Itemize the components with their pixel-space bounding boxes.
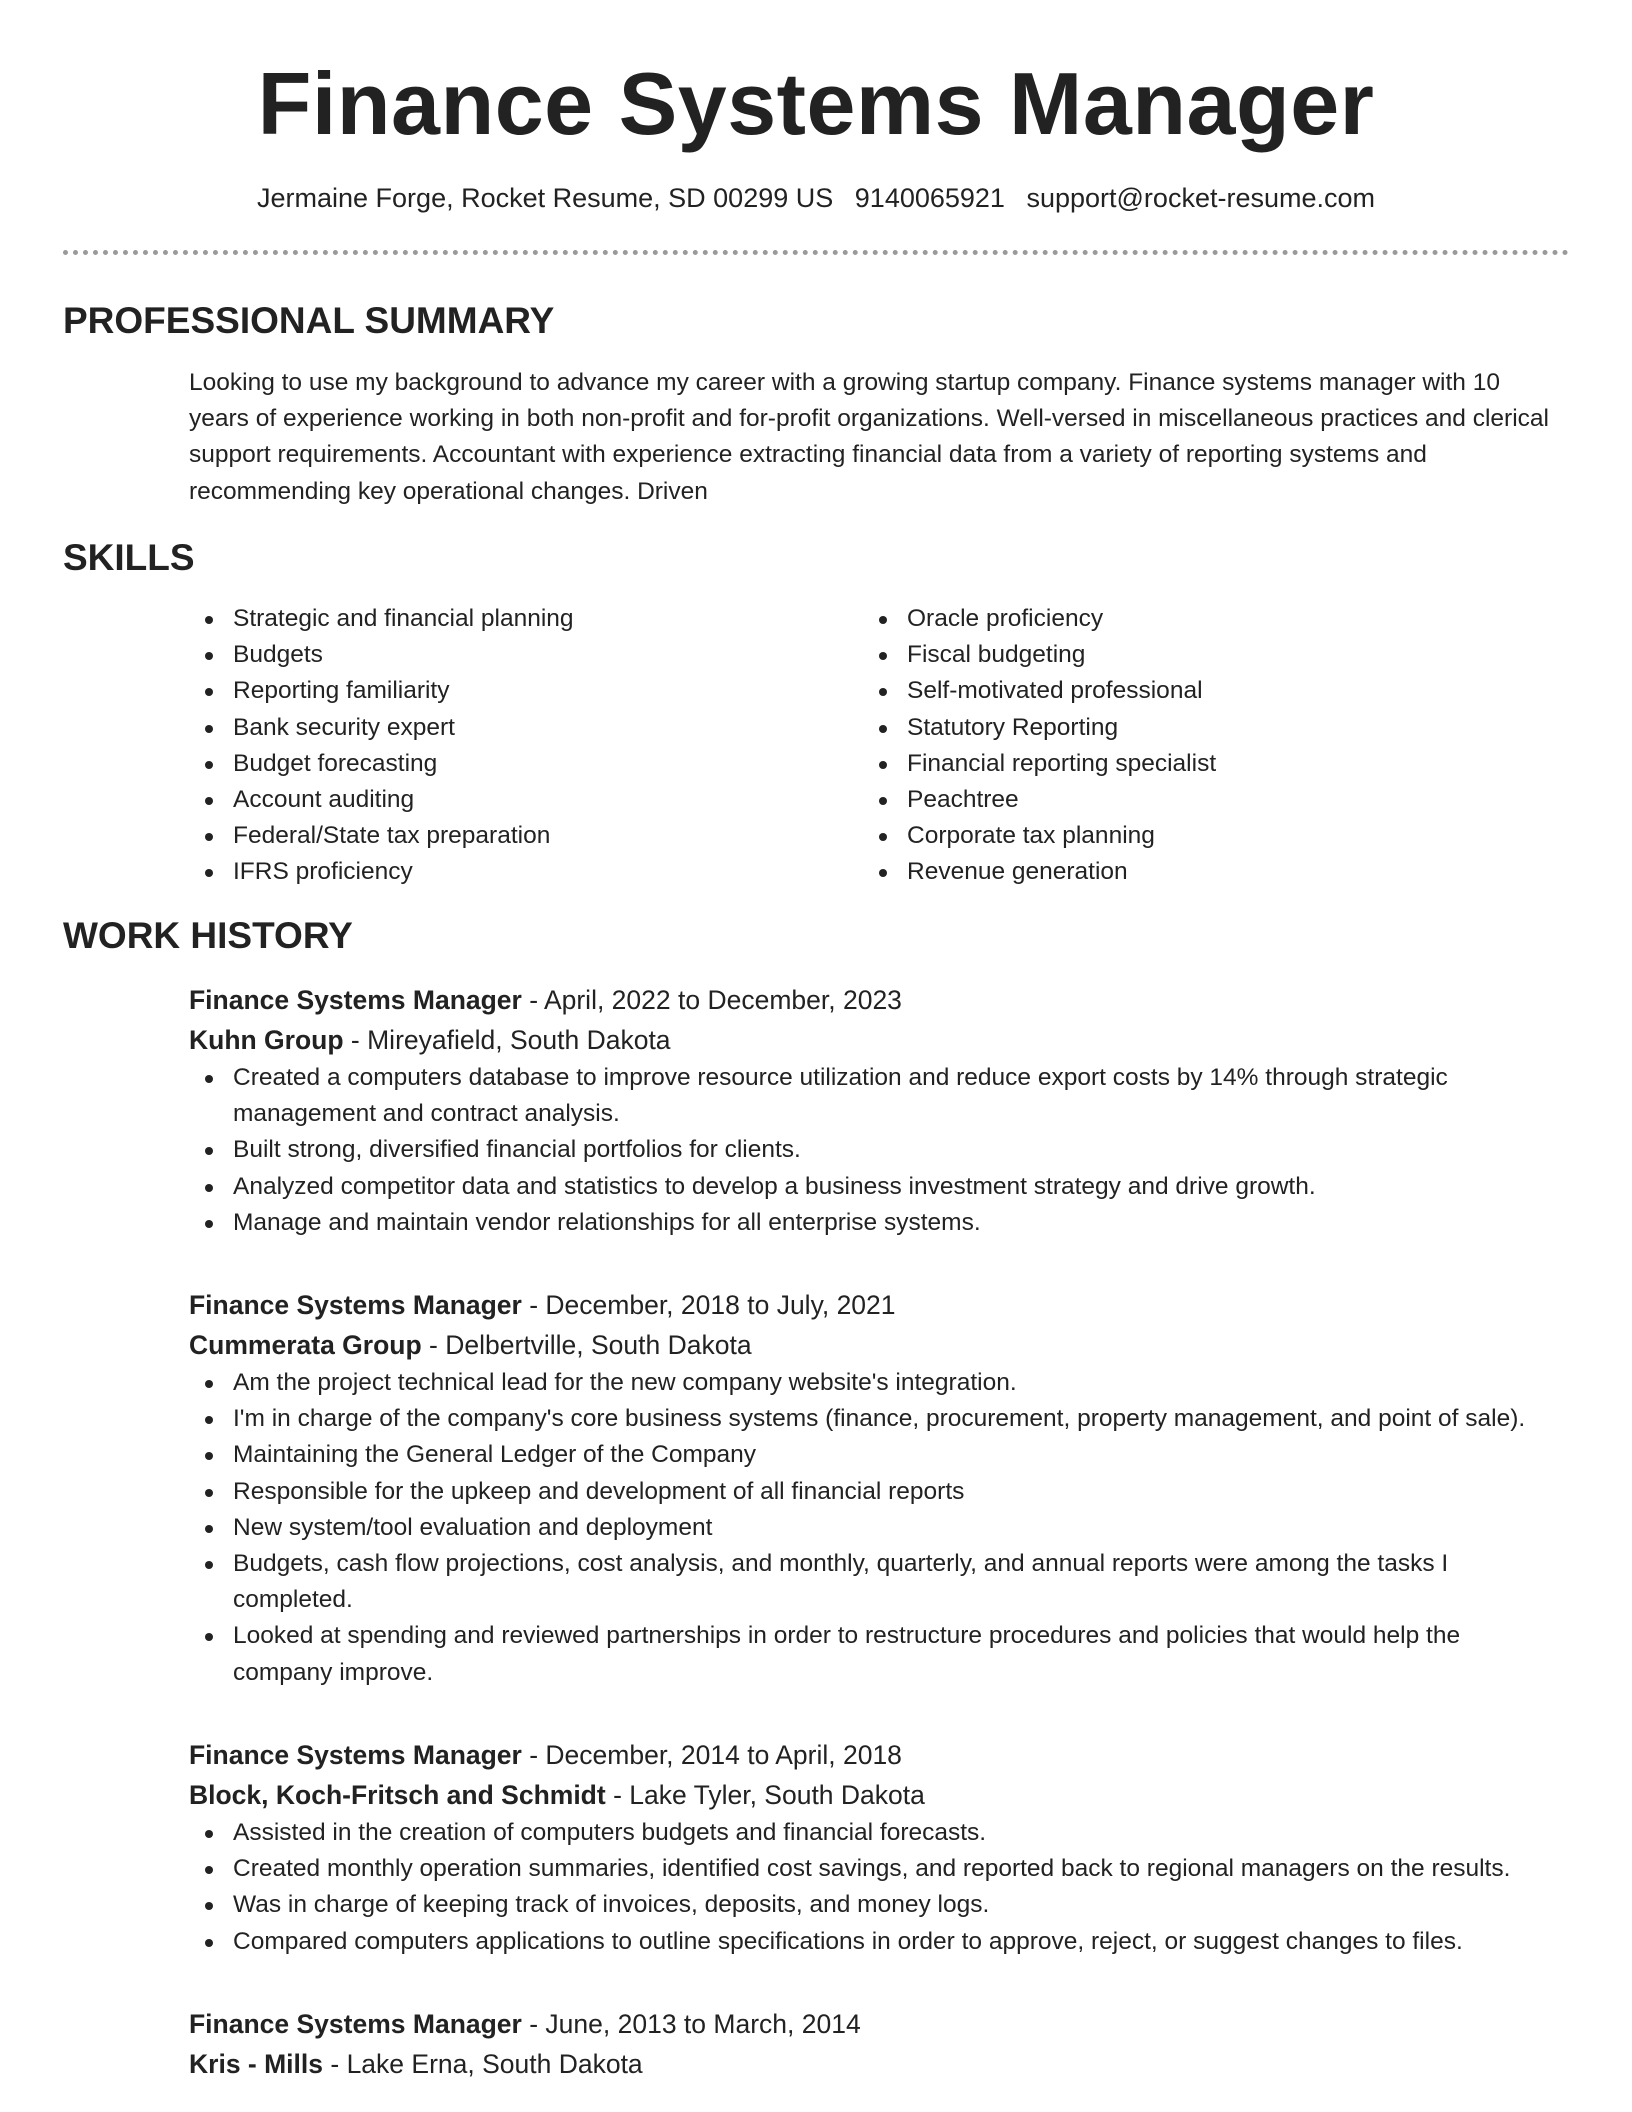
header-divider [63, 250, 1569, 255]
job-company-line [189, 1775, 1564, 1815]
work-history-heading: WORK HISTORY [63, 915, 353, 956]
job-location: - Lake Erna, South Dakota [323, 2049, 643, 2079]
job-dates: - April, 2022 to December, 2023 [521, 985, 902, 1015]
job-bullet: Budgets, cash flow projections, cost analysis, and monthly, quarterly, and annual reports were among the tasks I completed. [189, 1546, 1564, 1618]
skill-item: Federal/State tax preparation [189, 818, 829, 854]
job-dates: - December, 2018 to July, 2021 [521, 1290, 896, 1320]
job-title-line [189, 980, 1564, 1020]
skills-heading: SKILLS [63, 537, 195, 578]
skills-right-column [863, 601, 1503, 891]
job-role: Finance Systems Manager [189, 1740, 522, 1770]
job-entry [189, 980, 1564, 1241]
job-role: Finance Systems Manager [189, 1290, 522, 1320]
job-bullet: Compared computers applications to outline specifications in order to approve, reject, or suggest changes to files. [189, 1924, 1564, 1960]
job-bullet: I'm in charge of the company's core business systems (finance, procurement, property management, and point of sale). [189, 1401, 1564, 1437]
skill-item: Fiscal budgeting [863, 637, 1503, 673]
skill-item: Budget forecasting [189, 746, 829, 782]
skill-item: Revenue generation [863, 854, 1503, 890]
job-role: Finance Systems Manager [189, 2009, 522, 2039]
job-location: - Delbertville, South Dakota [421, 1330, 752, 1360]
job-bullet: Manage and maintain vendor relationships for all enterprise systems. [189, 1205, 1564, 1241]
job-bullet: Maintaining the General Ledger of the Company [189, 1437, 1564, 1473]
job-bullet: Am the project technical lead for the new company website's integration. [189, 1365, 1564, 1401]
skill-item: Oracle proficiency [863, 601, 1503, 637]
skill-item: Budgets [189, 637, 829, 673]
job-company: Block, Koch-Fritsch and Schmidt [189, 1780, 606, 1810]
job-bullet: Responsible for the upkeep and development of all financial reports [189, 1474, 1564, 1510]
job-entry [189, 1735, 1564, 1960]
job-bullet: Built strong, diversified financial portfolios for clients. [189, 1132, 1564, 1168]
job-title-line [189, 1285, 1564, 1325]
contact-email: support@rocket-resume.com [1026, 183, 1375, 213]
job-bullet: Was in charge of keeping track of invoices, deposits, and money logs. [189, 1887, 1564, 1923]
job-location: - Mireyafield, South Dakota [343, 1025, 671, 1055]
job-company-line [189, 1325, 1564, 1365]
skill-item: IFRS proficiency [189, 854, 829, 890]
job-role: Finance Systems Manager [189, 985, 522, 1015]
skill-item: Reporting familiarity [189, 673, 829, 709]
contact-phone: 9140065921 [854, 183, 1005, 213]
summary-section [189, 365, 1564, 510]
skill-item: Bank security expert [189, 710, 829, 746]
job-bullet: New system/tool evaluation and deployment [189, 1510, 1564, 1546]
skill-item: Account auditing [189, 782, 829, 818]
job-company: Cummerata Group [189, 1330, 422, 1360]
job-company-line [189, 1020, 1564, 1060]
job-entry [189, 1285, 1564, 1691]
skill-item: Self-motivated professional [863, 673, 1503, 709]
skill-item: Statutory Reporting [863, 710, 1503, 746]
summary-text: Looking to use my background to advance my career with a growing startup company. Finance systems manager with 10 years of experience working in both non-profit and for-profit organizations. Well-versed in miscellaneous practices and clerical support requirements. Accountant with experience extracting financial data from a variety of reporting systems and recommending key operational changes. Driven [189, 369, 1549, 505]
job-bullet: Created a computers database to improve resource utilization and reduce export costs by 14% through strategic management and contract analysis. [189, 1060, 1564, 1132]
resume-title: Finance Systems Manager [257, 54, 1375, 153]
job-location: - Lake Tyler, South Dakota [605, 1780, 925, 1810]
job-bullet: Assisted in the creation of computers budgets and financial forecasts. [189, 1815, 1564, 1851]
skills-left-column [189, 601, 829, 891]
job-company: Kris - Mills [189, 2049, 324, 2079]
job-dates: - June, 2013 to March, 2014 [521, 2009, 861, 2039]
job-bullet: Looked at spending and reviewed partnerships in order to restructure procedures and policies that would help the company improve. [189, 1618, 1564, 1690]
summary-heading: PROFESSIONAL SUMMARY [63, 300, 555, 341]
job-company-line [189, 2044, 1564, 2084]
contact-line [0, 180, 1632, 216]
skill-item: Financial reporting specialist [863, 746, 1503, 782]
skill-item: Strategic and financial planning [189, 601, 829, 637]
skill-item: Peachtree [863, 782, 1503, 818]
contact-address: Jermaine Forge, Rocket Resume, SD 00299 US [257, 183, 834, 213]
job-dates: - December, 2014 to April, 2018 [521, 1740, 902, 1770]
job-bullet: Analyzed competitor data and statistics to develop a business investment strategy and drive growth. [189, 1169, 1564, 1205]
job-title-line [189, 2004, 1564, 2044]
job-bullet: Created monthly operation summaries, identified cost savings, and reported back to regional managers on the results. [189, 1851, 1564, 1887]
skill-item: Corporate tax planning [863, 818, 1503, 854]
job-title-line [189, 1735, 1564, 1775]
job-company: Kuhn Group [189, 1025, 344, 1055]
job-entry [189, 2004, 1564, 2084]
